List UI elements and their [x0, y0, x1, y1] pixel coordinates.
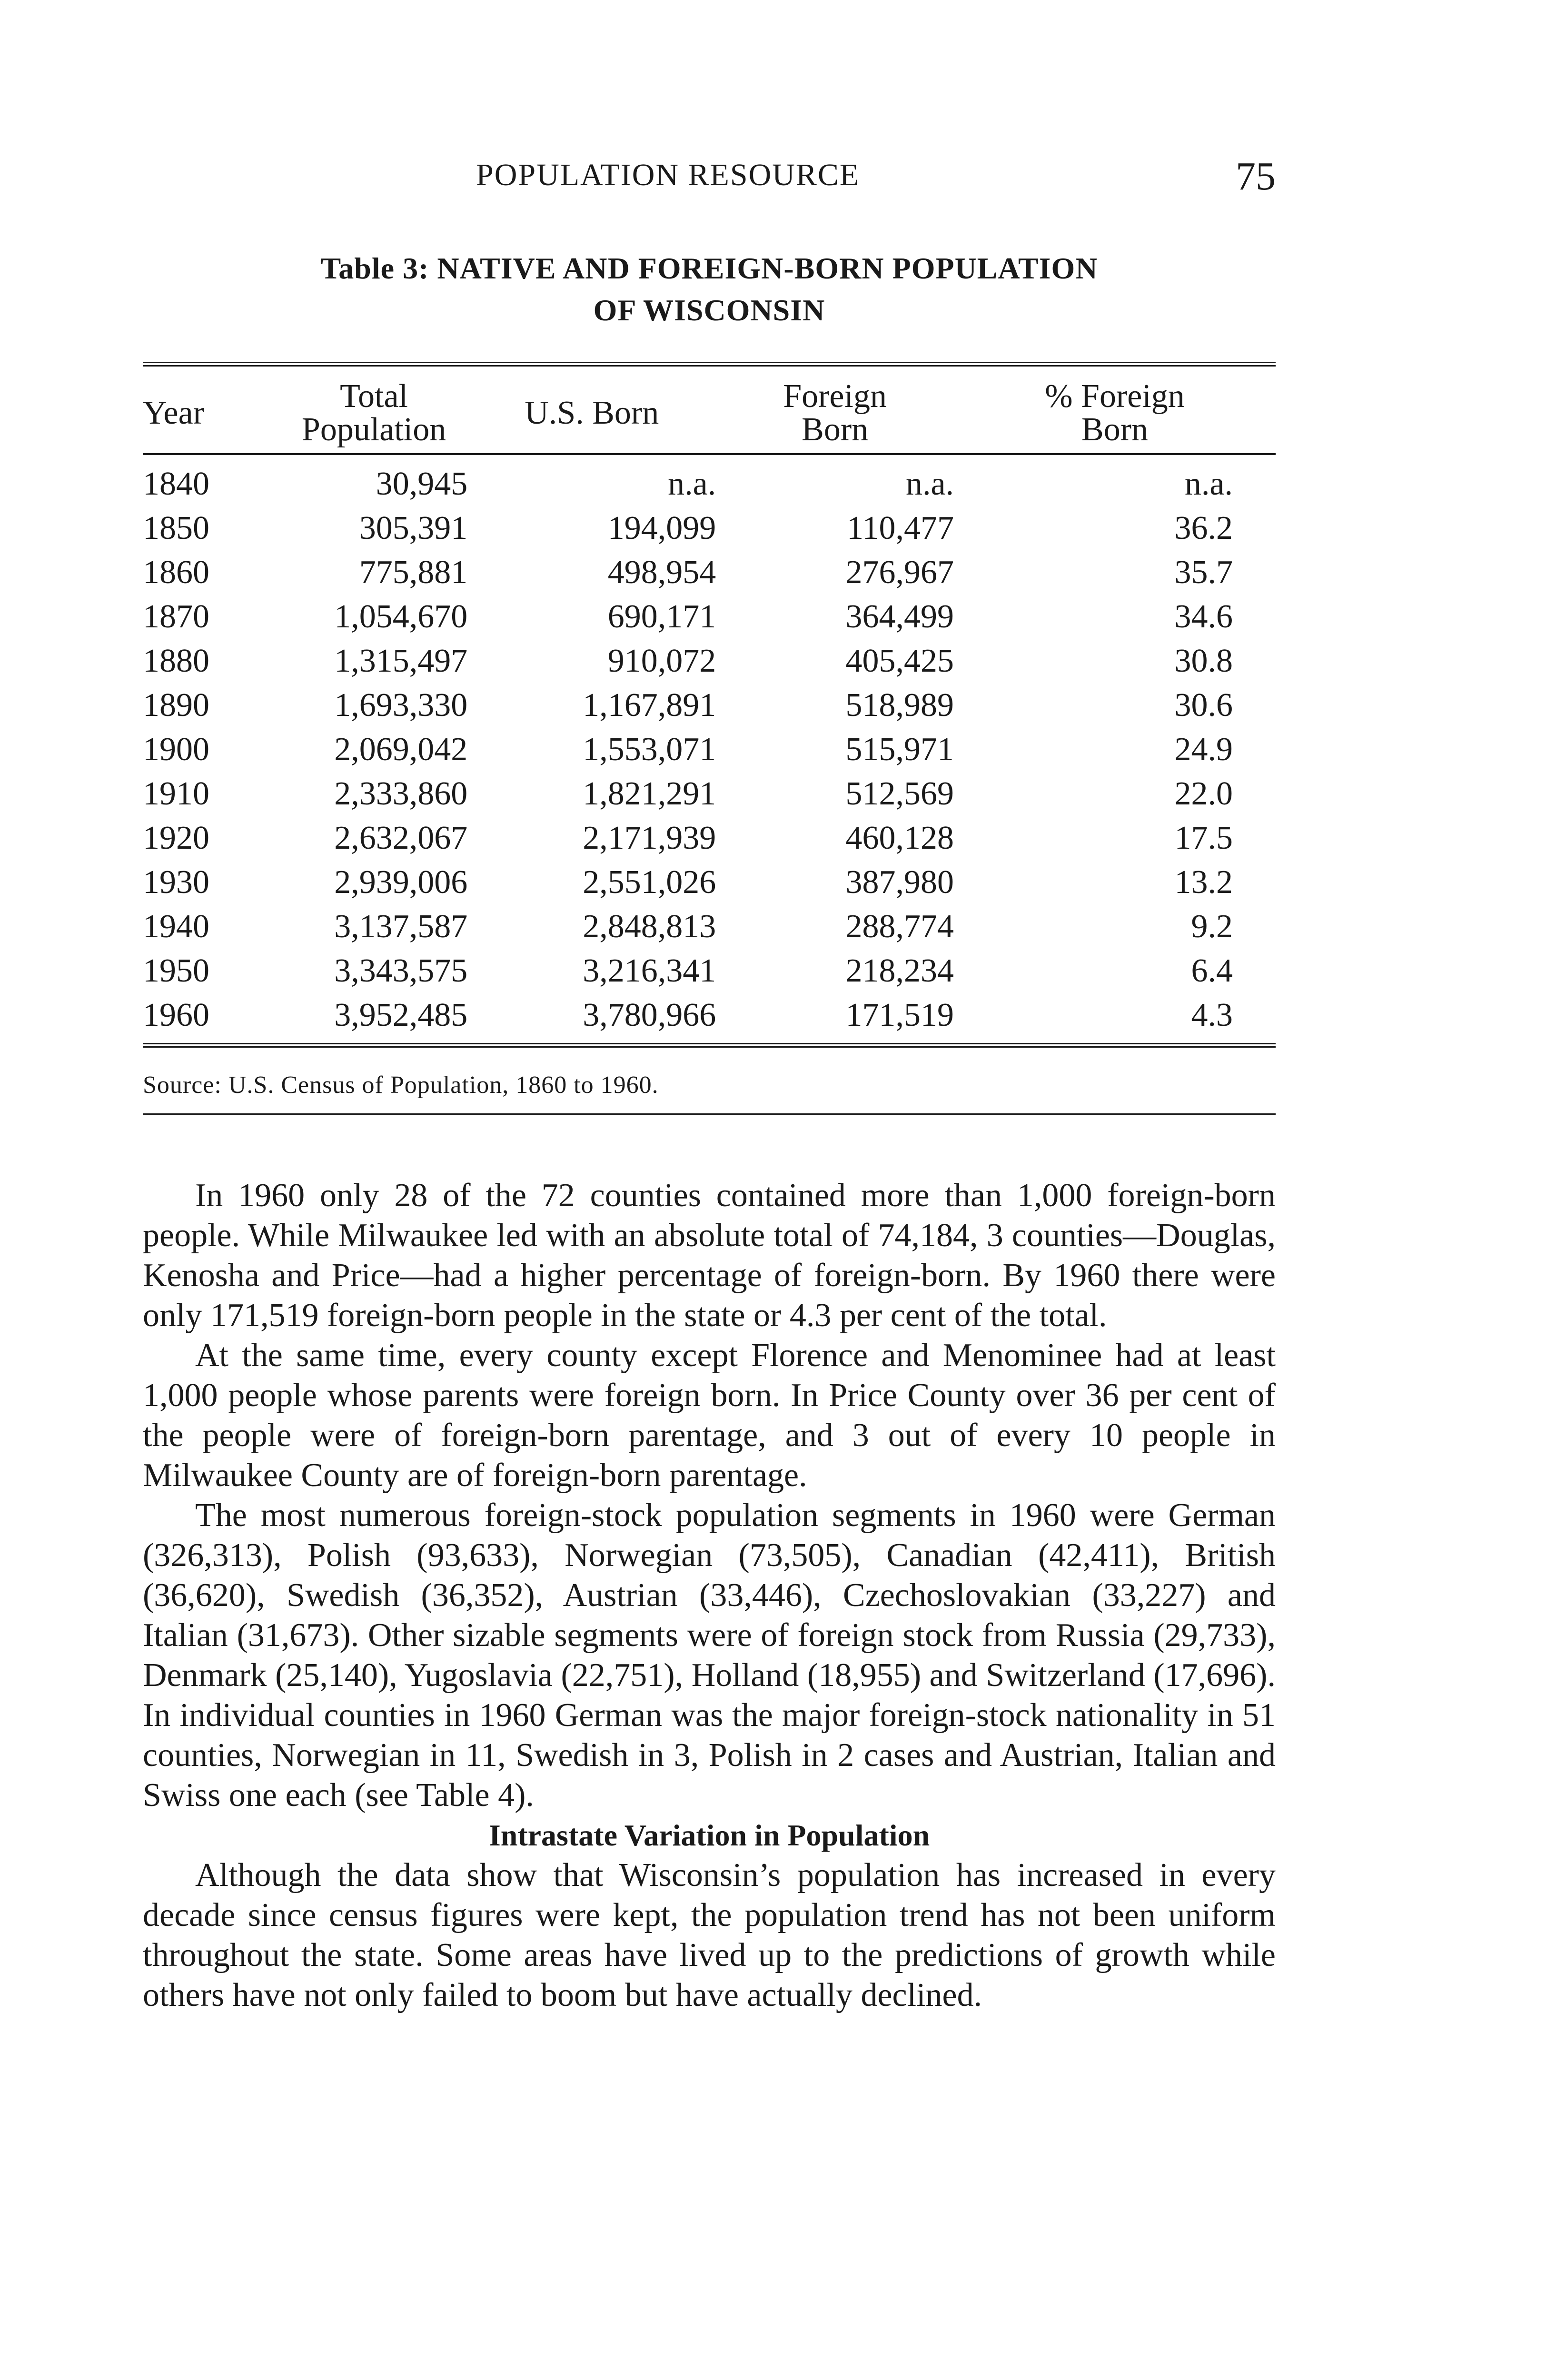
cell-total-population: 3,343,575 — [334, 952, 468, 989]
cell-year: 1920 — [143, 820, 209, 856]
cell-percent-foreign-born: 17.5 — [1174, 820, 1233, 856]
cell-year: 1840 — [143, 466, 209, 502]
col-header-total-population: Total Population — [280, 364, 467, 454]
cell-total-population: 2,333,860 — [334, 775, 468, 812]
cell-year: 1890 — [143, 687, 209, 724]
table-row — [143, 639, 1276, 683]
cell-percent-foreign-born: 36.2 — [1174, 510, 1233, 546]
cell-foreign-born: n.a. — [905, 466, 954, 502]
cell-year: 1850 — [143, 510, 209, 546]
cell-foreign-born: 460,128 — [845, 820, 954, 856]
cell-percent-foreign-born: 9.2 — [1191, 908, 1233, 945]
cell-us-born: 1,167,891 — [583, 687, 716, 724]
cell-total-population: 30,945 — [376, 466, 468, 502]
cell-percent-foreign-born: 6.4 — [1191, 952, 1233, 989]
table-row — [143, 550, 1276, 595]
paragraph-3: The most numerous foreign-stock population segments in 1960 were German (326,313), Polish (93,633), Norwegian (73,505), Canadian (42,411), British (36,620), Swedish (36,352), Austrian (33,446), Czechoslovakian (33,227) and Italian (31,673). Other sizable segments were of foreign stock from Russia (29,733), Denmark (25,140), Yugoslavia (22,751), Holland (18,955) and Switzerland (17,696). In individual counties in 1960 German was the major foreign-stock nationality in 51 counties, Norwegian in 11, Swedish in 3, Polish in 2 cases and Austrian, Italian and Swiss one each (see Table 4). — [143, 1497, 1276, 1814]
cell-total-population: 1,054,670 — [334, 598, 468, 635]
cell-year: 1860 — [143, 554, 209, 591]
cell-us-born: 2,848,813 — [583, 908, 716, 945]
table-row — [143, 772, 1276, 816]
table-row — [143, 949, 1276, 993]
cell-year: 1960 — [143, 993, 280, 1045]
table-title — [143, 248, 1276, 331]
col-header-us-born: U.S. Born — [467, 364, 716, 454]
table-title-line-1: Table 3: NATIVE AND FOREIGN-BORN POPULATION — [320, 251, 1098, 285]
cell-year: 1880 — [143, 643, 209, 679]
cell-total-population: 2,632,067 — [334, 820, 468, 856]
col-header-percent-foreign-born: % Foreign Born — [954, 364, 1276, 454]
paragraph-1: In 1960 only 28 of the 72 counties contained more than 1,000 foreign-born people. While Milwaukee led with an absolute total of 74,184, 3 counties—Douglas, Kenosha and Price—had a higher percentage of foreign-born. By 1960 there were only 171,519 foreign-born people in the state or 4.3 per cent of the total. — [143, 1177, 1276, 1334]
cell-foreign-born: 171,519 — [716, 993, 954, 1045]
table-header-row — [143, 364, 1276, 454]
paragraph-4: Although the data show that Wisconsin’s population has increased in every decade since census figures were kept, the population trend has not been uniform throughout the state. Some areas have lived up to the predictions of growth while others have not only failed to boom but have actually declined. — [143, 1857, 1276, 2013]
page-header — [143, 154, 1276, 209]
cell-percent-foreign-born: 4.3 — [954, 993, 1276, 1045]
cell-percent-foreign-born: 35.7 — [1174, 554, 1233, 591]
cell-us-born: n.a. — [668, 466, 716, 502]
table-row — [143, 727, 1276, 772]
cell-percent-foreign-born: 13.2 — [1174, 864, 1233, 901]
paragraph-2: At the same time, every county except Florence and Menominee had at least 1,000 people whose parents were foreign born. In Price County over 36 per cent of the people were of foreign-born parentage, and 3 out of every 10 people in Milwaukee County are of foreign-born parentage. — [143, 1337, 1276, 1494]
page-number: 75 — [1236, 154, 1276, 198]
col-header-foreign-born: Foreign Born — [716, 364, 954, 454]
cell-total-population: 3,952,485 — [280, 993, 467, 1045]
cell-foreign-born: 218,234 — [845, 952, 954, 989]
cell-foreign-born: 364,499 — [845, 598, 954, 635]
cell-percent-foreign-born: 24.9 — [1174, 731, 1233, 768]
cell-percent-foreign-born: 30.6 — [1174, 687, 1233, 724]
cell-total-population: 305,391 — [359, 510, 468, 546]
table-row — [143, 506, 1276, 550]
col-header-year: Year — [143, 364, 280, 454]
cell-us-born: 194,099 — [607, 510, 716, 546]
cell-foreign-born: 515,971 — [845, 731, 954, 768]
table-row — [143, 595, 1276, 639]
cell-foreign-born: 288,774 — [845, 908, 954, 945]
cell-total-population: 2,069,042 — [334, 731, 468, 768]
cell-us-born: 1,553,071 — [583, 731, 716, 768]
cell-total-population: 3,137,587 — [334, 908, 468, 945]
cell-year: 1930 — [143, 864, 209, 901]
cell-us-born: 690,171 — [607, 598, 716, 635]
cell-foreign-born: 110,477 — [847, 510, 954, 546]
cell-us-born: 3,780,966 — [467, 993, 716, 1045]
cell-us-born: 498,954 — [607, 554, 716, 591]
cell-year: 1870 — [143, 598, 209, 635]
cell-total-population: 2,939,006 — [334, 864, 468, 901]
cell-year: 1900 — [143, 731, 209, 768]
cell-foreign-born: 512,569 — [845, 775, 954, 812]
table-row — [143, 904, 1276, 949]
cell-year: 1950 — [143, 952, 209, 989]
table-row — [143, 454, 1276, 506]
cell-foreign-born: 518,989 — [845, 687, 954, 724]
cell-us-born: 3,216,341 — [583, 952, 716, 989]
cell-foreign-born: 405,425 — [845, 643, 954, 679]
cell-foreign-born: 276,967 — [845, 554, 954, 591]
cell-us-born: 2,551,026 — [583, 864, 716, 901]
cell-total-population: 1,315,497 — [334, 643, 468, 679]
running-head: POPULATION RESOURCE — [476, 158, 860, 192]
table-row — [143, 683, 1276, 727]
cell-us-born: 1,821,291 — [583, 775, 716, 812]
cell-us-born: 910,072 — [607, 643, 716, 679]
table-body — [143, 454, 1276, 1045]
table-source-note: Source: U.S. Census of Population, 1860 to 1960. — [143, 1071, 1276, 1115]
table-row — [143, 993, 1276, 1045]
cell-percent-foreign-born: 30.8 — [1174, 643, 1233, 679]
body-text — [143, 1176, 1276, 2015]
cell-year: 1910 — [143, 775, 209, 812]
cell-total-population: 1,693,330 — [334, 687, 468, 724]
cell-percent-foreign-born: 22.0 — [1174, 775, 1233, 812]
cell-percent-foreign-born: n.a. — [1184, 466, 1233, 502]
population-table — [143, 362, 1276, 1048]
cell-total-population: 775,881 — [359, 554, 468, 591]
table-title-line-2: OF WISCONSIN — [593, 293, 825, 327]
cell-year: 1940 — [143, 908, 209, 945]
cell-us-born: 2,171,939 — [583, 820, 716, 856]
cell-foreign-born: 387,980 — [845, 864, 954, 901]
section-heading: Intrastate Variation in Population — [488, 1818, 930, 1852]
table-row — [143, 860, 1276, 904]
table-row — [143, 816, 1276, 860]
cell-percent-foreign-born: 34.6 — [1174, 598, 1233, 635]
